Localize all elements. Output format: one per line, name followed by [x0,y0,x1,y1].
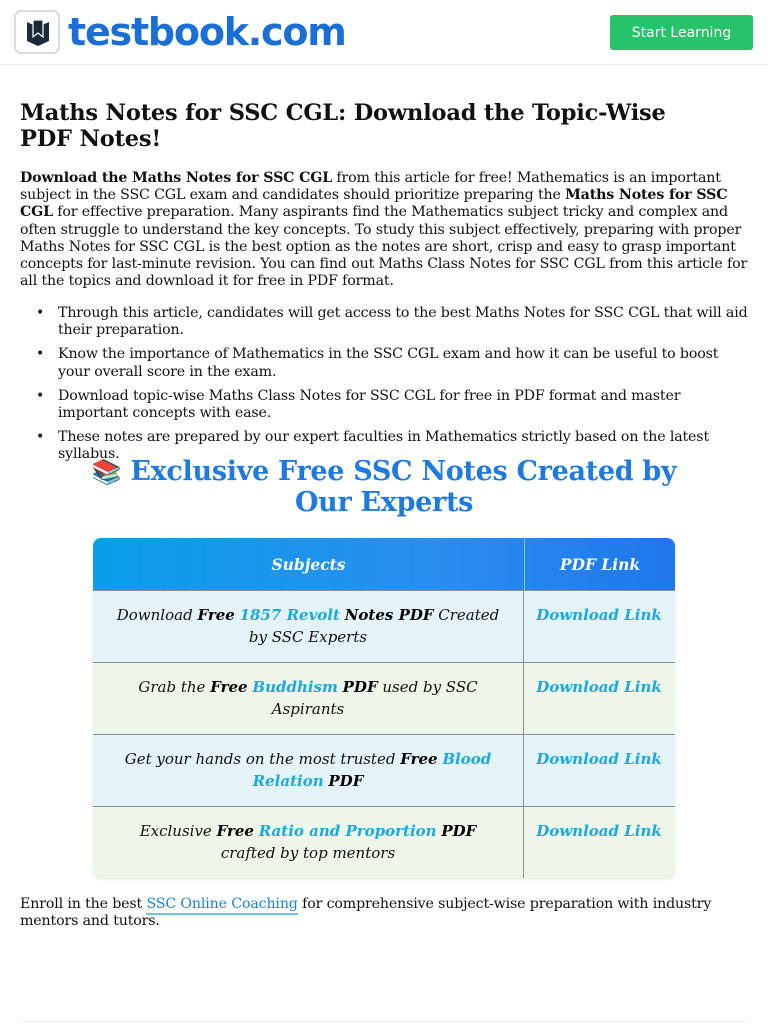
intro-paragraph [20,170,750,290]
topic-link[interactable]: Buddhism [252,678,338,696]
section-heading-text: Exclusive Free SSC Notes Created by Our Experts [130,456,677,518]
table-cell-subject [93,735,524,806]
cell-text: Download [116,606,198,624]
list-item [36,387,750,422]
outro-text-1: Enroll in the best [20,896,147,912]
key-points-list [36,305,750,464]
ssc-online-coaching-link[interactable]: SSC Online Coaching [146,896,297,915]
intro-text-1: from this article for free! Mathematics is an important subject in the SSC CGL exam and candidates should prioritize preparing the [20,170,721,204]
topic-link[interactable]: 1857 Revolt [239,606,340,624]
bullet-icon: • [36,346,45,363]
site-header [0,0,768,65]
testbook-logo-icon [24,18,52,48]
column-header-subjects: Subjects [93,538,525,590]
table-row [93,662,675,734]
topic-link[interactable]: Blood Relation [252,750,492,790]
list-item-text: Through this article, candidates will get access to the best Maths Notes for SSC CGL that will aid their preparation. [58,305,748,339]
books-icon: 📚 [91,457,122,486]
intro-bold-2: Maths Notes for SSC CGL [20,187,728,221]
cell-bold-text: Notes PDF [344,606,434,624]
cell-text: Exclusive [139,822,217,840]
free-label: Free [216,822,254,840]
intro-bold-1: Download the Maths Notes for SSC CGL [20,170,333,186]
outro-paragraph [20,896,750,930]
cell-text: used by SSC Aspirants [271,678,478,718]
table-cell-subject [93,591,524,662]
list-item-text: Download topic-wise Maths Class Notes for SSC CGL for free in PDF format and master important concepts with ease. [58,387,681,422]
download-link[interactable]: Download Link [536,606,662,624]
bullet-icon: • [36,429,45,446]
list-item-text: Know the importance of Mathematics in the SSC CGL exam and how it can be useful to boost your overall score in the exam. [58,346,719,380]
topic-link[interactable]: Ratio and Proportion [258,822,437,840]
cell-text: Get your hands on the most trusted [124,750,401,768]
free-label: Free [400,750,438,768]
table-row [93,734,675,806]
start-learning-button[interactable]: Start Learning [610,15,753,50]
cell-text: Grab the [138,678,211,696]
download-link[interactable]: Download Link [536,822,662,840]
list-item [36,305,750,339]
list-item [36,346,750,380]
intro-text-2: for effective preparation. Many aspirants find the Mathematics subject tricky and complex and often struggle to understand the key concepts. To study this subject effectively, preparing with proper Maths Notes for SSC CGL is the best option as the notes are short, crisp and easy to grasp important concepts for last-minute revision. You can find out Maths Class Notes for SSC CGL from this article for all the topics and download it for free in PDF format. [20,204,748,290]
notes-table [93,538,675,878]
divider [20,1021,748,1022]
column-header-pdf-link: PDF Link [559,554,641,574]
download-link[interactable]: Download Link [536,750,662,768]
table-cell-subject [93,807,524,878]
cell-text: Created by SSC Experts [248,606,500,646]
cell-bold-text: PDF [328,772,364,790]
bullet-icon: • [36,387,45,404]
page-title: Maths Notes for SSC CGL: Download the Topic-Wise PDF Notes! [20,100,666,152]
cell-bold-text: PDF [441,822,477,840]
table-row [93,806,675,878]
table-row [93,590,675,662]
table-cell-subject [93,663,524,734]
cell-bold-text: PDF [342,678,378,696]
free-label: Free [210,678,248,696]
table-header [93,538,675,590]
list-item-text: These notes are prepared by our expert faculties in Mathematics strictly based on the latest syllabus. [58,429,709,463]
bullet-icon: • [36,305,45,321]
free-label: Free [197,606,235,624]
section-heading [84,456,684,518]
download-link[interactable]: Download Link [536,678,662,696]
outro-text-2: for comprehensive subject-wise preparation with industry mentors and tutors. [20,896,712,930]
logo-text[interactable]: testbook.com [68,10,346,54]
cell-text: crafted by top mentors [220,844,396,862]
logo-mark[interactable] [14,10,60,54]
